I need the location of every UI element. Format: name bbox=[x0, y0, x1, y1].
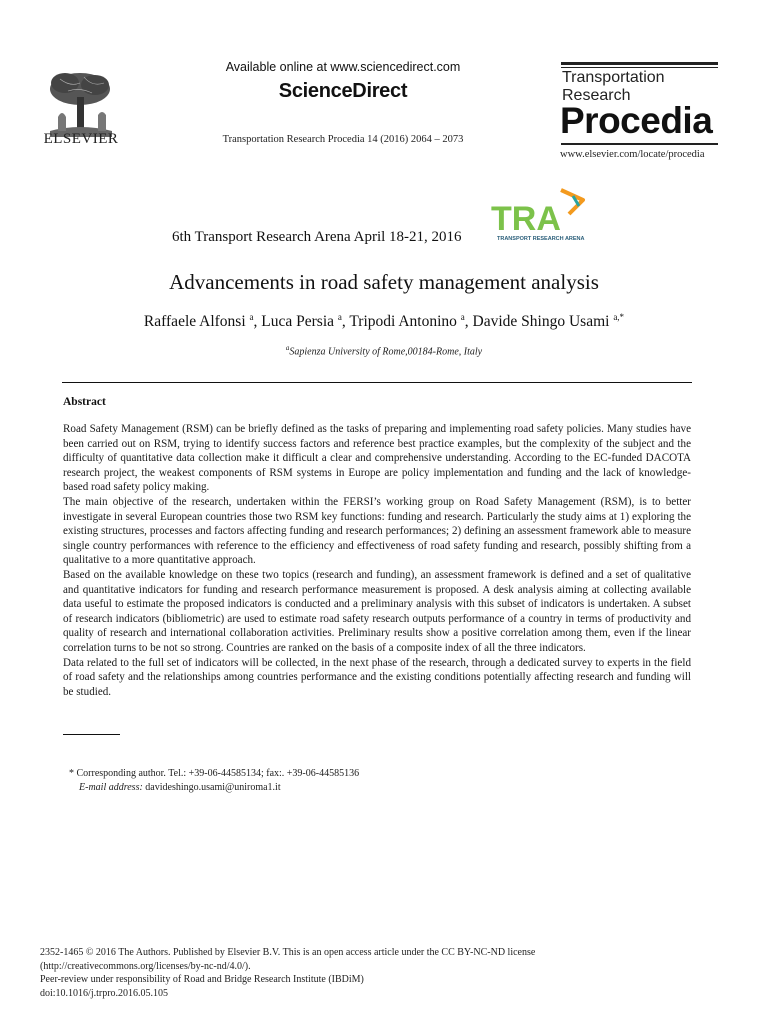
abstract-heading: Abstract bbox=[63, 396, 106, 408]
footnote-rule bbox=[63, 734, 120, 735]
journal-citation: Transportation Research Procedia 14 (2016) 2064 – 2073 bbox=[222, 134, 464, 145]
tra-logo-caption: TRANSPORT RESEARCH ARENA bbox=[497, 236, 585, 242]
author-affiliation-mark: a bbox=[337, 312, 342, 322]
author-name: Davide Shingo Usami bbox=[472, 313, 610, 331]
sciencedirect-brand: ScienceDirect bbox=[278, 80, 408, 102]
tra-logo-letters: TRA bbox=[491, 200, 561, 238]
author-list: Raffaele Alfonsi $^a$, Luca Persia $^a$, Tripodi Antonino $^a$, Davide Shingo Usami $^{a,*}$ bbox=[143, 312, 625, 331]
conference-line: 6th Transport Research Arena April 18-21, 2016 bbox=[172, 229, 462, 245]
abstract-paragraph: The main objective of the research, undertaken within the FERSI’s working group on Road Safety Management (RSM), is to better investigate in several European countries those two RSM key functions: funding and research. Particularly the study aims at 1) exploring the existing structures, processes and factors affecting funding and research performances; 2) defining an assessment framework able to measure single country performances with reference to the efficiency and effectiveness of road safety funding and research, possibly shifting from a qualitative to a more quantitative approach. bbox=[63, 495, 691, 567]
publisher-name: ELSEVIER bbox=[43, 131, 119, 147]
abstract-paragraph: Data related to the full set of indicators will be collected, in the next phase of the research, through a dedicated survey to experts in the field of road safety and the relationships among countries performance and the existing conditions potentially affecting research and funding will be studied. bbox=[63, 656, 691, 698]
affiliation-mark: a bbox=[285, 344, 290, 352]
paper-title: Advancements in road safety management analysis bbox=[169, 270, 599, 294]
email-label: E-mail address: bbox=[79, 782, 143, 793]
abstract-paragraph: Based on the available knowledge on these two topics (research and funding), an assessment framework is defined and a set of qualitative and quantitative indicators for funding and research performance measurement is proposed. A desk analysis aiming at collecting available data useful to estimate the proposed indicators is conducted and a preliminary analysis with this subset of indicators is undertaken. A subset of research indicators (bibliometric) are used to estimate road safety research outputs performance of a country in terms of productivity and quality of research and international collaboration activities. Preliminary results show a positive correlation among them, even if the linear correlation turns to be not so strong. Countries are ranked on the basis of a composite index of all the three indicators. bbox=[63, 568, 691, 654]
procedia-rule-thin bbox=[561, 67, 718, 68]
corresponding-author-note: * Corresponding author. Tel.: +39-06-44585134; fax:. +39-06-44585136 bbox=[69, 768, 360, 779]
affiliation-text: Sapienza University of Rome,00184-Rome, Italy bbox=[289, 346, 483, 358]
email-footnote bbox=[79, 782, 281, 793]
affiliation bbox=[0, 344, 768, 357]
author-name: Luca Persia bbox=[261, 313, 335, 331]
author-affiliation-mark: a bbox=[249, 312, 254, 322]
journal-logo-line1: Transportation bbox=[562, 69, 665, 86]
available-online-text: Available online at www.sciencedirect.com bbox=[225, 60, 461, 74]
procedia-rule-bottom bbox=[561, 143, 718, 145]
journal-url: www.elsevier.com/locate/procedia bbox=[560, 149, 705, 160]
title-divider bbox=[62, 382, 692, 383]
procedia-rule-top bbox=[561, 62, 718, 65]
tra-logo bbox=[489, 186, 589, 246]
copyright-line: 2352-1465 © 2016 The Authors. Published by Elsevier B.V. This is an open access article under the CC BY-NC-ND license bbox=[40, 947, 536, 958]
journal-logo-word: Procedia bbox=[560, 100, 713, 141]
author-name: Tripodi Antonino bbox=[349, 313, 457, 331]
license-link[interactable]: (http://creativecommons.org/licenses/by-nc-nd/4.0/). bbox=[40, 960, 251, 972]
peer-review-line: Peer-review under responsibility of Road and Bridge Research Institute (IBDiM) bbox=[40, 974, 364, 985]
author-name: Raffaele Alfonsi bbox=[143, 313, 246, 331]
abstract-body bbox=[63, 422, 691, 699]
author-affiliation-mark: a,* bbox=[613, 312, 625, 322]
copyright-footer bbox=[40, 946, 740, 1000]
doi-line[interactable]: doi:10.1016/j.trpro.2016.05.105 bbox=[40, 987, 169, 999]
author-affiliation-mark: a bbox=[460, 312, 465, 322]
abstract-paragraph: Road Safety Management (RSM) can be briefly defined as the tasks of preparing and implementing road safety policies. Many studies have been carried out on RSM, trying to identify success factors and reference best practice examples, but the complexity of the subject and the difficulty of quantitative data collection make it difficult a clear and comprehensive understanding. According to the EC-funded DACOTA research project, the weakest components of RSM systems in Europe are policy implementation and funding and the lack of knowledge-based road safety policy making. bbox=[63, 423, 691, 494]
email-address: davideshingo.usami@uniroma1.it bbox=[145, 782, 281, 793]
journal-logo-line2: Research bbox=[562, 87, 631, 104]
